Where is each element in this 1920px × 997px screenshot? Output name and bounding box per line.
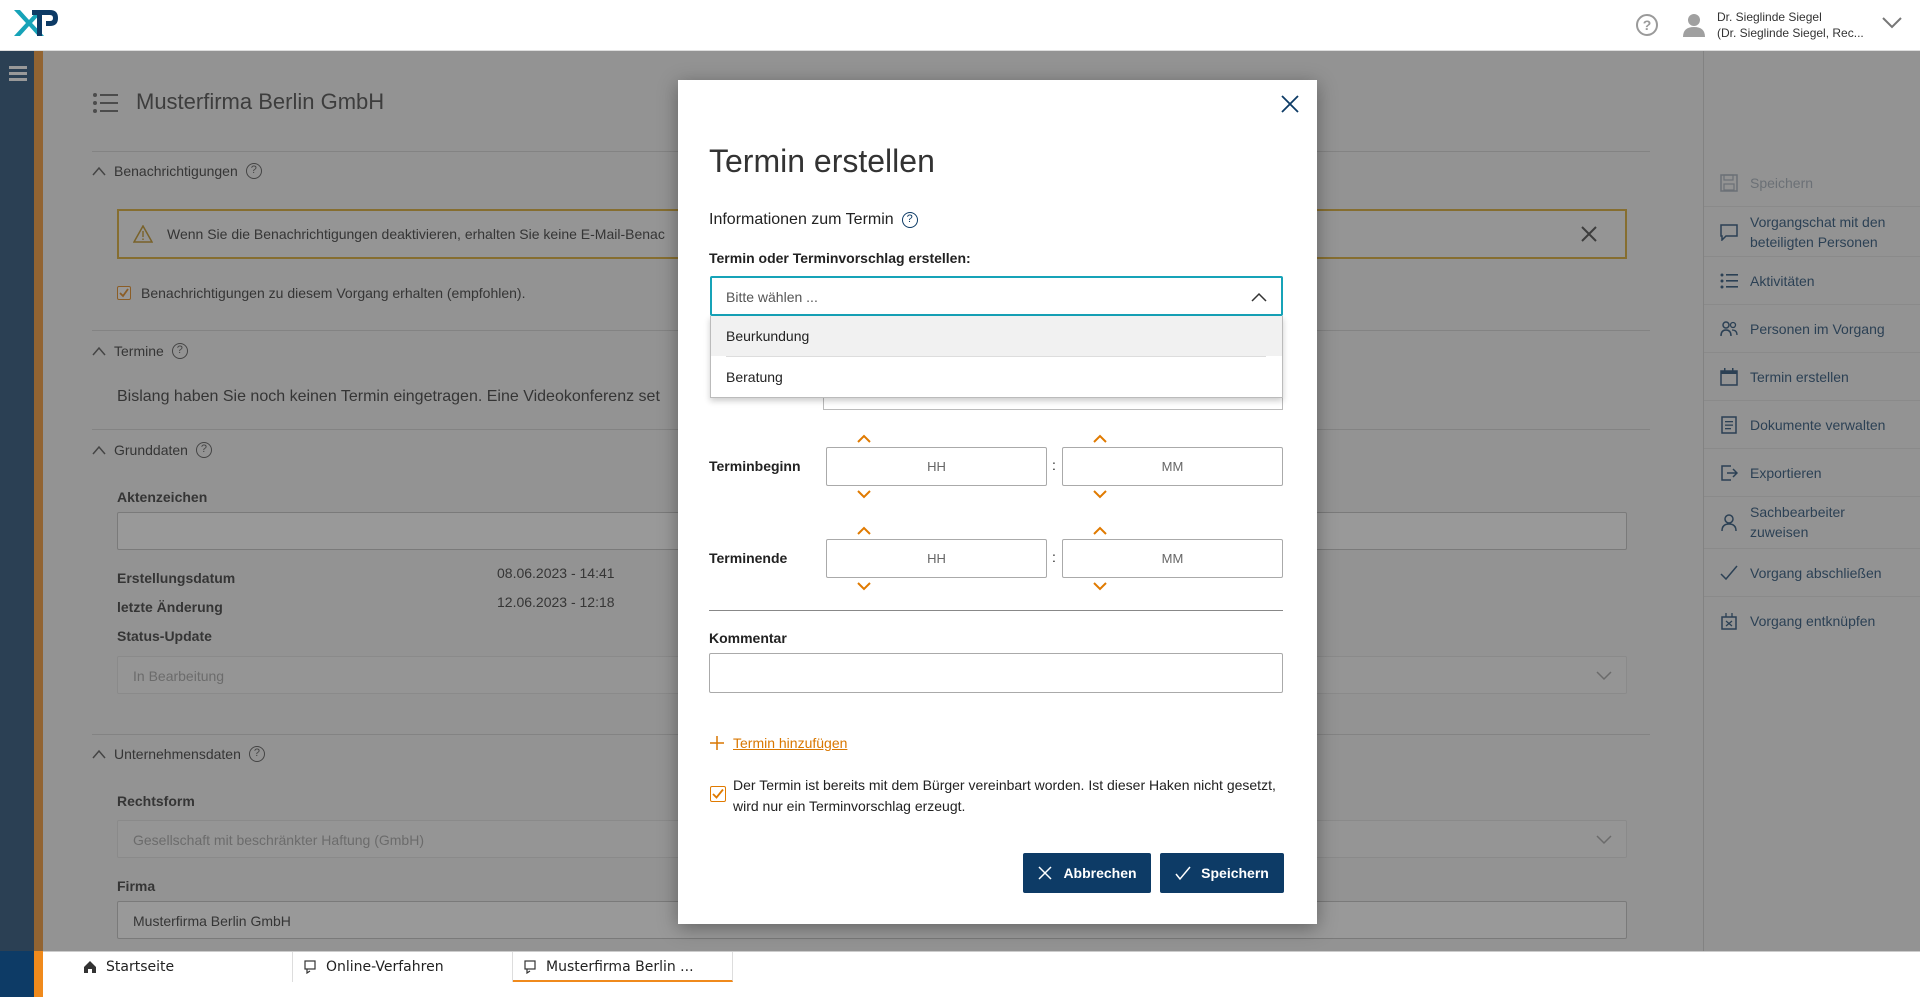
tab-label: Musterfirma Berlin ... [546,959,694,975]
hour-down-arrow-icon[interactable] [857,490,871,499]
create-appointment-dialog [678,80,1317,924]
hour-up-arrow-icon[interactable] [857,526,871,535]
home-icon [83,960,97,974]
option-beurkundung[interactable] [711,316,1282,356]
help-icon[interactable]: ? [1636,14,1658,36]
close-icon [1037,865,1053,881]
appointment-type-select[interactable] [710,276,1283,316]
checkmark-icon [712,788,724,800]
close-icon[interactable] [1280,94,1300,114]
check-icon [1175,865,1191,881]
user-info[interactable] [1717,9,1864,41]
save-label: Speichern [1201,865,1269,881]
process-icon [303,960,317,974]
subtitle-text: Informationen zum Termin [709,211,894,228]
time-separator: : [1052,549,1056,565]
agreed-checkbox[interactable] [710,786,726,802]
top-bar [0,0,1920,51]
cancel-button[interactable] [1023,853,1151,893]
start-minute-input[interactable] [1062,447,1283,486]
time-separator: : [1052,457,1056,473]
tab-musterfirma[interactable] [513,952,733,982]
end-label: Terminende [709,550,788,566]
option-label: Beurkundung [726,328,810,344]
hour-placeholder: HH [927,459,946,474]
tab-label: Startseite [106,959,175,975]
save-button[interactable] [1160,853,1284,893]
user-role: (Dr. Sieglinde Siegel, Rec... [1717,26,1864,40]
end-hour-input[interactable] [826,539,1047,578]
comment-label: Kommentar [709,630,787,646]
add-link-label: Termin hinzufügen [733,735,848,751]
process-icon [523,960,537,974]
select-placeholder: Bitte wählen ... [726,289,818,305]
minute-up-arrow-icon[interactable] [1093,526,1107,535]
start-hour-input[interactable] [826,447,1047,486]
user-name: Dr. Sieglinde Siegel [1717,10,1822,24]
agreed-checkbox-label: Der Termin ist bereits mit dem Bürger vereinbart worden. Ist dieser Haken nicht gesetzt, wird nur ein Terminvorschlag erzeugt. [733,777,1276,814]
comment-input[interactable] [709,653,1283,693]
dialog-subtitle [709,211,918,229]
type-label: Termin oder Terminvorschlag erstellen: [709,250,971,266]
help-icon[interactable]: ? [902,212,918,228]
minute-down-arrow-icon[interactable] [1093,490,1107,499]
minute-up-arrow-icon[interactable] [1093,434,1107,443]
bottom-tab-bar [43,951,1920,997]
end-minute-input[interactable] [1062,539,1283,578]
minute-placeholder: MM [1161,551,1184,566]
tab-online-verfahren[interactable] [293,952,513,982]
divider [709,610,1283,611]
hour-up-arrow-icon[interactable] [857,434,871,443]
chevron-down-icon[interactable] [1882,16,1902,30]
user-avatar-icon[interactable] [1683,13,1705,37]
tab-startseite[interactable] [73,952,293,982]
minute-down-arrow-icon[interactable] [1093,582,1107,591]
add-appointment-link[interactable] [709,735,847,751]
cancel-label: Abbrechen [1063,865,1137,881]
option-label: Beratung [726,369,783,385]
minute-placeholder: MM [1161,459,1184,474]
xp-logo[interactable] [12,8,60,38]
plus-icon [709,735,725,751]
appointment-type-dropdown [710,316,1283,398]
hour-placeholder: HH [927,551,946,566]
chevron-up-icon [1251,292,1267,302]
hour-down-arrow-icon[interactable] [857,582,871,591]
option-beratung[interactable] [711,357,1282,397]
dialog-title: Termin erstellen [709,143,935,179]
start-label: Terminbeginn [709,458,801,474]
tab-label: Online-Verfahren [326,959,444,975]
